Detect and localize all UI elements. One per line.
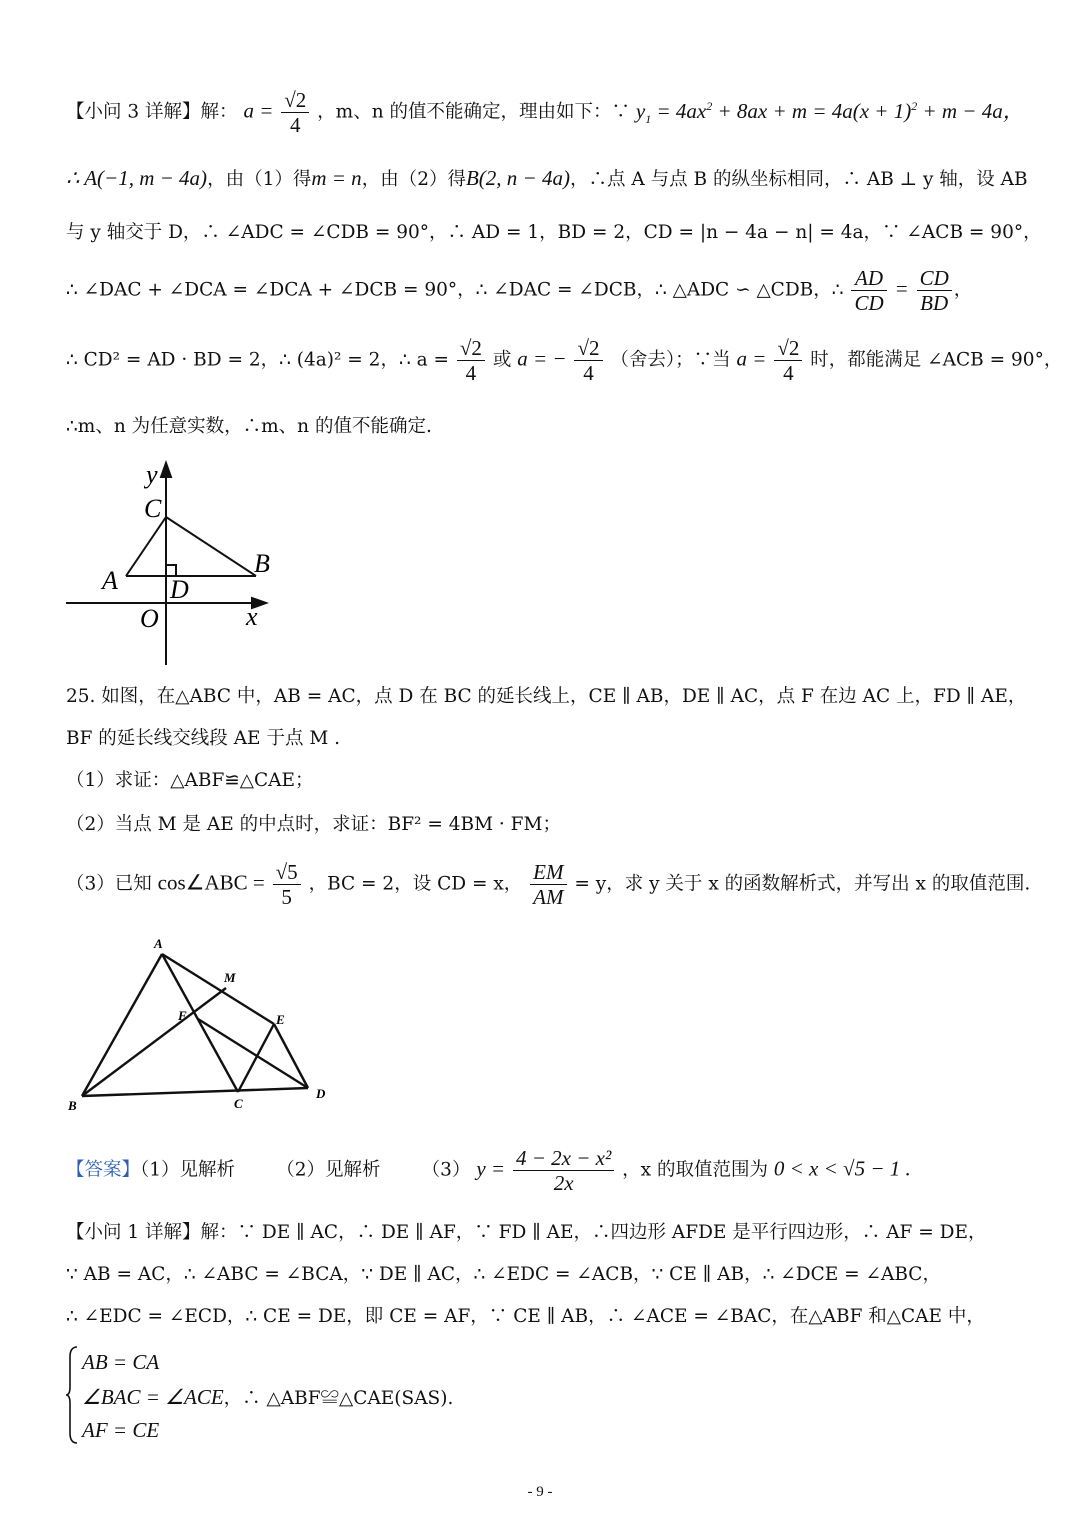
frac-cd-bd [917,266,952,315]
figure-coordinate-triangle [60,455,280,670]
q25-part3 [66,860,1030,909]
text: ∴ ∠DAC + ∠DCA = ∠DCA + ∠DCB = 90°，∴ ∠DAC = ∠DCB，∴ △ADC ∽ △CDB，∴ [66,279,844,301]
system-eq1: AB = CA [82,1350,160,1374]
answer-1: （1）见解析 [140,1159,236,1181]
m-eq-n: m = n [311,166,362,190]
segment-bm [82,988,226,1096]
label-c: C [144,494,162,523]
q25-stem2: BF 的延长线交线段 AE 于点 M . [66,728,341,749]
segment-ab [82,954,162,1096]
label-m: M [224,970,236,985]
label-a: A [102,566,118,595]
label-x: x [246,602,258,631]
frac-den: 4 [583,361,594,386]
point-a: ∴ A(−1, m − 4a) [66,166,208,190]
text: 或 [492,349,512,371]
equals: = [894,276,909,301]
q25-part1: （1）求证：△ABF≌△CAE； [66,770,314,791]
label-f: F [178,1008,187,1023]
frac-ad-cd [851,266,886,315]
system-eq2 [82,1384,453,1410]
frac-num: √2 [281,88,309,113]
system-eq3: AF = CE [82,1418,160,1442]
frac-den: AM [533,885,564,910]
system-brace [66,1345,78,1445]
segment-cb [166,517,256,576]
label-b: B [68,1098,77,1113]
sqrt2-over-4 [457,336,485,385]
figure-triangle-abc [60,930,350,1120]
frac-den: 4 [465,361,477,386]
text: 时，都能满足 ∠ACB = 90°， [810,349,1063,371]
label-a: A [154,936,163,951]
label-y: y [146,460,158,489]
sqrt2-over-4 [774,336,802,385]
frac-num: CD [917,266,952,291]
frac-num: AD [851,266,886,291]
section-head: 【小问 3 详解】解： [66,101,238,123]
text: ，由（1）得 [207,169,312,190]
a-neg: a = − [517,346,567,371]
frac-num: √2 [457,336,485,361]
text: ，∴点 A 与点 B 的纵坐标相同，∴ AB ⊥ y 轴，设 AB [569,169,1028,190]
frac-den: 2x [553,1171,574,1196]
frac-num: √2 [574,336,602,361]
text: ，x 的取值范围为 [622,1159,768,1181]
q25-part2: （2）当点 M 是 AE 的中点时，求证：BF² = 4BM · FM； [66,814,561,835]
frac-den: 4 [783,361,794,386]
sqrt2-over-4 [281,88,309,137]
frac-em-am [530,860,566,909]
text: = y，求 y 关于 x 的函数解析式，并写出 x 的取值范围. [574,873,1031,895]
q24-part3-line6: ∴m、n 为任意实数，∴m、n 的值不能确定. [66,416,432,437]
sol1-line1: 【小问 1 详解】解：∵ DE ∥ AC，∴ DE ∥ AF，∵ FD ∥ AE，∴四边形 AFDE 是平行四边形，∴ AF = DE， [66,1222,987,1243]
frac-den: CD [854,291,884,316]
frac-num: 4 − 2x − x² [513,1146,614,1171]
frac-num: √2 [774,336,802,361]
y-axis-arrow [161,463,171,477]
label-e: E [276,1012,285,1027]
answer-fraction [513,1146,614,1195]
q25-stem1: 25. 如图，在△ABC 中，AB = AC，点 D 在 BC 的延长线上，CE ∥ AB，DE ∥ AC，点 F 在边 AC 上，FD ∥ AE， [66,686,1027,707]
label-c: C [234,1096,243,1111]
conclusion: ，∴ △ABF≌△CAE(SAS). [223,1388,454,1409]
a-equals: a = [736,346,767,371]
segment-ac [126,517,166,576]
answer-2: （2）见解析 [276,1159,381,1181]
segment-bd [82,1088,308,1096]
frac-den: 5 [281,885,292,910]
parabola-expression: $y_1 = 4ax^2 + 8ax + m = 4a(x + 1)^2 + m - 4a$， [635,98,1024,126]
sqrt2-over-4 [574,336,602,385]
frac-num: √5 [273,860,301,885]
label-o: O [140,604,159,633]
label-d: D [316,1086,326,1101]
range-expr: 0 < x < √5 − 1 . [773,1156,911,1181]
sqrt5-over-5 [273,860,301,909]
eq-text: ∠BAC = ∠ACE [82,1385,224,1409]
frac-den: BD [920,291,949,316]
reason-text: ，m、n 的值不能确定，理由如下：∵ [317,101,631,123]
text: ∴ CD² = AD · BD = 2，∴ (4a)² = 2，∴ a = [66,349,450,371]
segment-ce [238,1024,274,1092]
text: （3）已知 [66,873,152,895]
sol1-line2: ∵ AB = AC，∴ ∠ABC = ∠BCA，∵ DE ∥ AC，∴ ∠EDC = ∠ACB，∵ CE ∥ AB，∴ ∠DCE = ∠ABC， [66,1264,941,1285]
answer-line [66,1146,1030,1195]
text: ，由（2）得 [361,169,466,190]
q24-part3-line4: ∴ ∠DAC + ∠DCA = ∠DCA + ∠DCB = 90°，∴ ∠DAC = ∠DCB，∴ △ADC ∽ △CDB，∴ $\frac{AD}{CD}$ = $\frac{CD}{BD}$ ， [66,266,973,316]
answer-label: 【答案】 [66,1159,141,1181]
frac-den: 4 [290,113,301,138]
segment-fd [198,1019,308,1088]
q24-part3-line3: 与 y 轴交于 D，∴ ∠ADC = ∠CDB = 90°，∴ AD = 1，BD = 2，CD = |n − 4a − n| = 4a，∵ ∠ACB = 90°， [66,222,1042,243]
y-equals: y = [476,1156,506,1181]
label-d: D [170,575,189,604]
a-equals: a = [243,98,274,123]
cos-expr: cos∠ABC = [157,870,265,895]
q24-part3-line5 [66,336,1063,386]
point-b: B(2, n − 4a) [465,166,570,190]
frac-num: EM [530,860,566,885]
label-b: B [254,549,270,578]
sol1-line3: ∴ ∠EDC = ∠ECD，∴ CE = DE，即 CE = AF，∵ CE ∥ AB，∴ ∠ACE = ∠BAC，在△ABF 和△CAE 中， [66,1306,985,1327]
text: ，BC = 2，设 CD = x， [308,873,523,895]
answer-3: （3） [421,1159,471,1181]
page-number: - 9 - [527,1484,553,1500]
q24-part3-line1 [66,88,1030,137]
text: （舍去）；∵当 [610,349,731,371]
q24-part3-line2 [66,166,1030,191]
